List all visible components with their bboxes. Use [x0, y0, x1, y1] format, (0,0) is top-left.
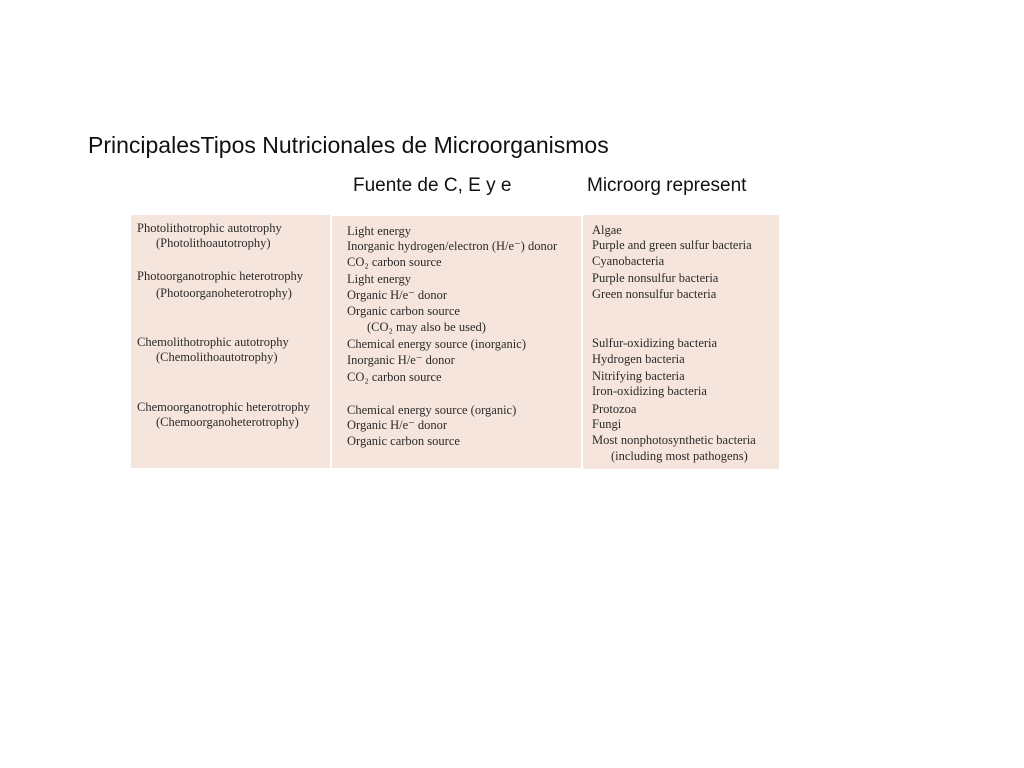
- example-line: Most nonphotosynthetic bacteria: [592, 433, 756, 447]
- source-line: Chemical energy source (inorganic): [347, 337, 526, 351]
- example-line: Sulfur-oxidizing bacteria: [592, 336, 718, 350]
- source-line: Inorganic H/e⁻ donor: [347, 353, 455, 367]
- example-line: Iron-oxidizing bacteria: [592, 384, 707, 398]
- type-alt-name: (Chemoorganoheterotrophy): [156, 415, 299, 429]
- source-line: (CO₂ may also be used): [367, 320, 486, 334]
- slide-title: PrincipalesTipos Nutricionales de Microorganismos: [88, 132, 609, 158]
- source-line: Organic carbon source: [347, 434, 460, 448]
- source-line: Light energy: [347, 224, 411, 238]
- sources-panel: [332, 216, 581, 468]
- example-line: Cyanobacteria: [592, 254, 665, 268]
- type-alt-name: (Photoorganoheterotrophy): [156, 286, 292, 300]
- example-line: Green nonsulfur bacteria: [592, 287, 717, 301]
- example-line: Purple and green sulfur bacteria: [592, 238, 752, 252]
- examples-panel: [583, 215, 779, 469]
- source-line: CO₂ carbon source: [347, 255, 442, 269]
- column-header-examples: Microorg represent: [587, 175, 747, 196]
- source-line: Organic carbon source: [347, 304, 460, 318]
- source-line: Chemical energy source (organic): [347, 403, 517, 417]
- column-header-sources: Fuente de C, E y e: [353, 175, 512, 196]
- example-line: Protozoa: [592, 402, 637, 416]
- example-line: Purple nonsulfur bacteria: [592, 271, 719, 285]
- source-line: Inorganic hydrogen/electron (H/e⁻) donor: [347, 239, 558, 253]
- type-name: Chemoorganotrophic heterotrophy: [137, 400, 310, 414]
- type-name: Photolithotrophic autotrophy: [137, 221, 282, 235]
- example-line: (including most pathogens): [611, 449, 748, 463]
- source-line: Organic H/e⁻ donor: [347, 418, 448, 432]
- source-line: Organic H/e⁻ donor: [347, 288, 448, 302]
- type-alt-name: (Chemolithoautotrophy): [156, 350, 278, 364]
- source-line: CO₂ carbon source: [347, 370, 442, 384]
- nutritional-types-panel: [131, 215, 330, 468]
- type-alt-name: (Photolithoautotrophy): [156, 236, 271, 250]
- example-line: Algae: [592, 223, 622, 237]
- type-name: Chemolithotrophic autotrophy: [137, 335, 289, 349]
- type-name: Photoorganotrophic heterotrophy: [137, 269, 304, 283]
- example-line: Hydrogen bacteria: [592, 352, 685, 366]
- example-line: Fungi: [592, 417, 622, 431]
- example-line: Nitrifying bacteria: [592, 369, 685, 383]
- source-line: Light energy: [347, 272, 411, 286]
